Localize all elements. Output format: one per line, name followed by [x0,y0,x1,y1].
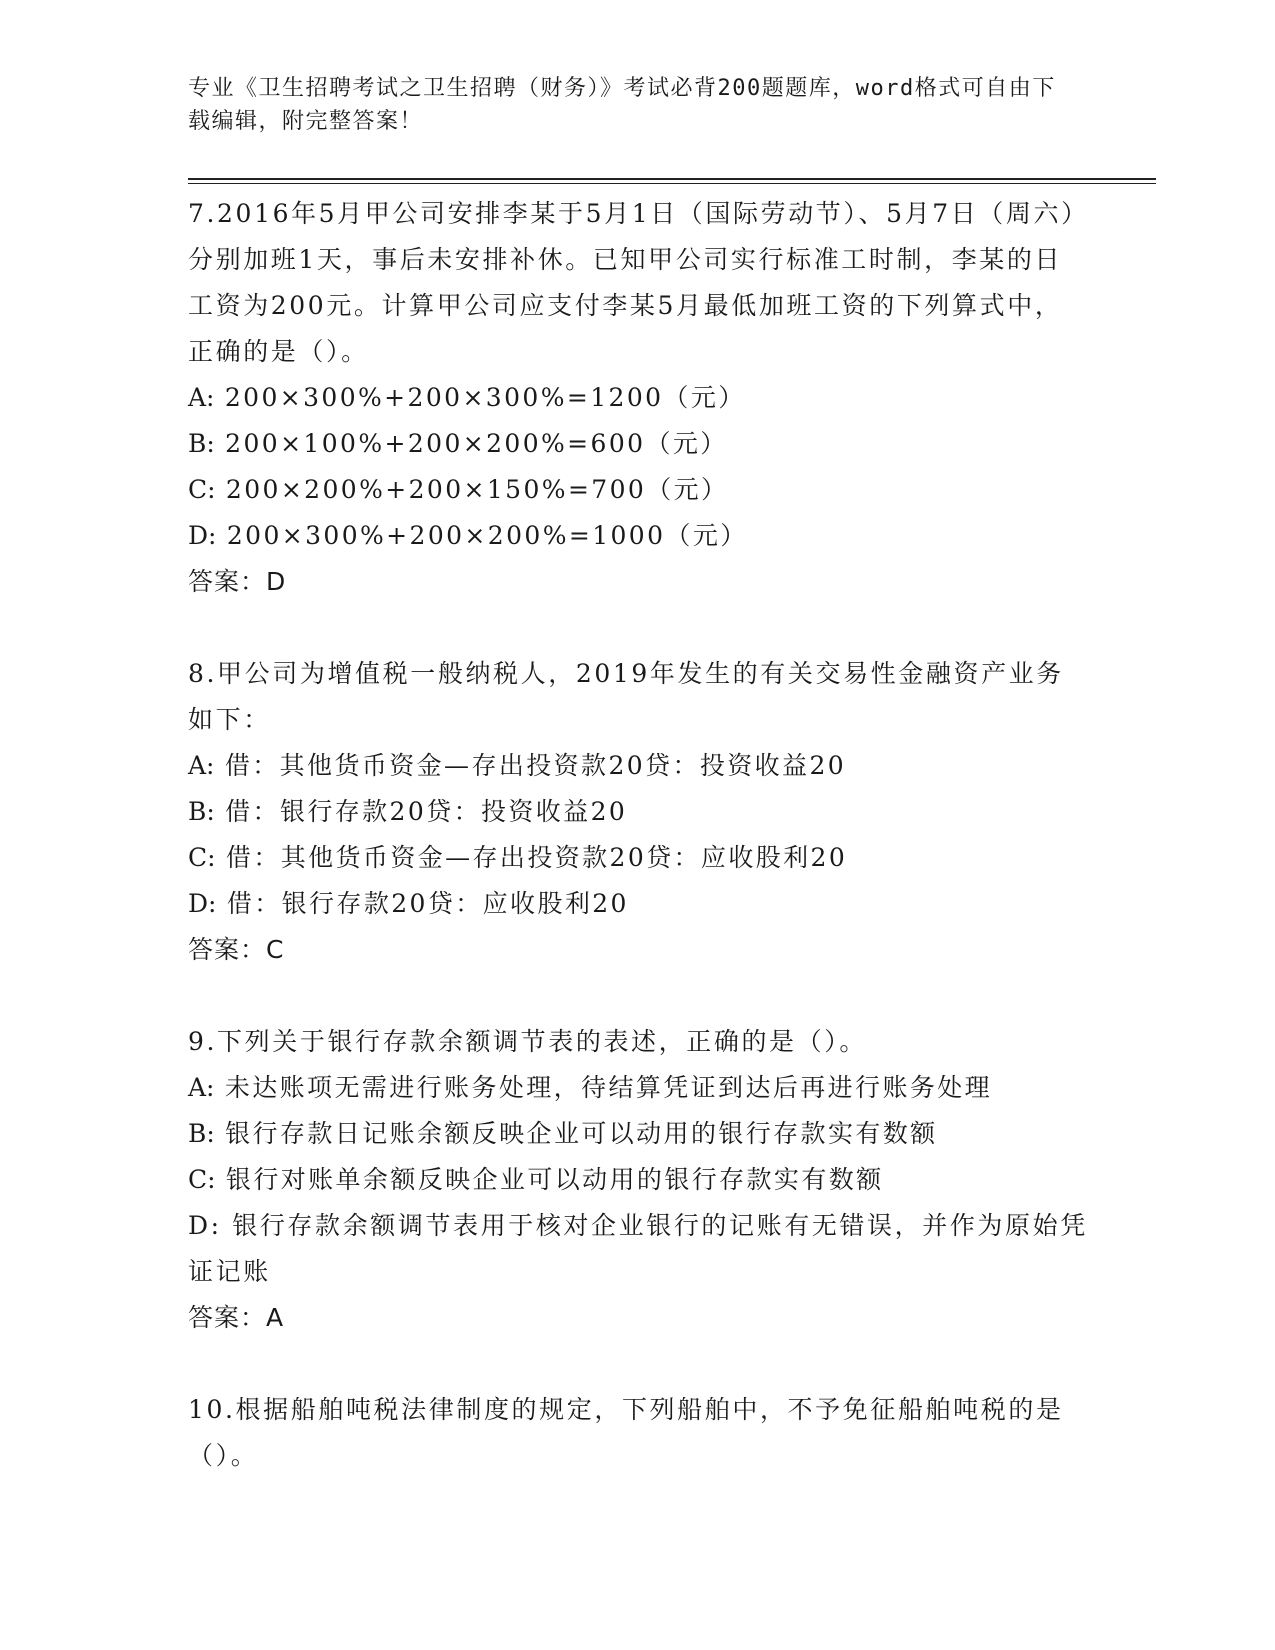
header-rule-thick [188,178,1156,180]
option-text: 银行存款余额调节表用于核对企业银行的记账有无错误，并作为原始凭证记账 [188,1211,1088,1286]
option-b [188,421,1088,467]
option-c [188,1157,1088,1203]
option-letter: B: [188,797,215,826]
option-letter: D: [188,889,217,918]
spacer [188,605,1088,651]
question-text: 7.2016年5月甲公司安排李某于5月1日（国际劳动节）、5月7日（周六）分别加班1天，事后未安排补休。已知甲公司实行标准工时制，李某的日工资为200元。计算甲公司应支付李某5月最低加班工资的下列算式中，正确的是（）。 [188,199,1077,366]
question-9 [188,1019,1088,1341]
option-text: 银行对账单余额反映企业可以动用的银行存款实有数额 [225,1165,884,1194]
option-b [188,1111,1088,1157]
option-letter: B: [188,429,215,458]
option-a [188,1065,1088,1111]
question-text: 9.下列关于银行存款余额调节表的表述，正确的是（）。 [188,1027,867,1056]
option-letter: D: [188,521,217,550]
question-text: 10.根据船舶吨税法律制度的规定，下列船舶中，不予免征船舶吨税的是（）。 [188,1395,1064,1470]
option-d [188,881,1088,927]
document-header: 专业《卫生招聘考试之卫生招聘（财务）》考试必背200题题库，word格式可自由下载编辑，附完整答案！ [188,76,1056,134]
question-list [188,191,1088,1479]
option-text: 200×300%+200×200%=1000（元） [226,521,748,550]
option-text: 200×300%+200×300%=1200（元） [224,383,746,412]
option-letter: A: [188,383,215,412]
option-text: 银行存款日记账余额反映企业可以动用的银行存款实有数额 [225,1119,938,1148]
option-b [188,789,1088,835]
spacer [188,973,1088,1019]
option-letter: D: [188,1211,222,1240]
answer-line: 答案：C [188,935,285,964]
question-10 [188,1387,1088,1479]
option-text: 未达账项无需进行账务处理，待结算凭证到达后再进行账务处理 [224,1073,993,1102]
option-letter: A: [188,1073,215,1102]
option-letter: A: [188,751,215,780]
question-7 [188,191,1088,605]
option-a [188,743,1088,789]
question-text: 8.甲公司为增值税一般纳税人，2019年发生的有关交易性金融资产业务如下： [188,659,1064,734]
option-text: 200×100%+200×200%=600（元） [225,429,728,458]
option-text: 借：银行存款20贷：投资收益20 [225,797,628,826]
option-a [188,375,1088,421]
option-d [188,513,1088,559]
option-d [188,1203,1088,1295]
option-letter: B: [188,1119,215,1148]
answer-line: 答案：D [188,567,287,596]
question-8 [188,651,1088,973]
option-letter: C: [188,843,216,872]
header-rule-thin [188,183,1156,184]
answer-line: 答案：A [188,1303,285,1332]
option-text: 借：银行存款20贷：应收股利20 [226,889,629,918]
option-text: 借：其他货币资金—存出投资款20贷：应收股利20 [225,843,848,872]
spacer [188,1341,1088,1387]
option-c [188,467,1088,513]
option-letter: C: [188,475,216,504]
option-c [188,835,1088,881]
option-letter: C: [188,1165,216,1194]
option-text: 200×200%+200×150%=700（元） [225,475,729,504]
option-text: 借：其他货币资金—存出投资款20贷：投资收益20 [224,751,847,780]
